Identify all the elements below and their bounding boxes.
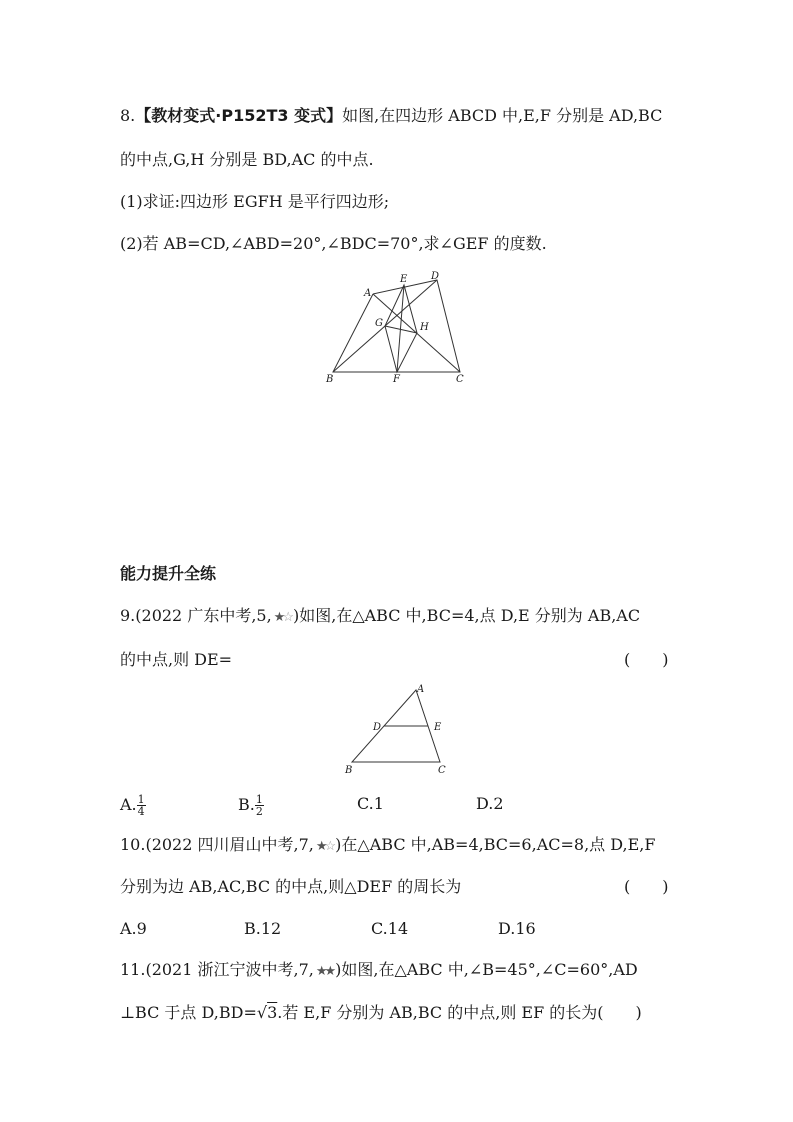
q10-option-a: A.9 (120, 919, 147, 938)
q8-line1 (120, 106, 662, 126)
q9-line1 (120, 606, 640, 628)
q8-label-f: F (393, 374, 400, 385)
q8-figure-lines (333, 280, 460, 372)
q9-line2: 的中点,则 DE= (120, 650, 233, 669)
q8-line2: 的中点,G,H 分别是 BD,AC 的中点. (120, 150, 374, 169)
q9-option-c: C.1 (357, 794, 384, 813)
q8-label-g: G (375, 318, 383, 329)
q10-line1 (120, 835, 655, 857)
q8-label-b: B (326, 374, 334, 385)
q11-text-line2-post: .若 E,F 分别为 AB,BC 的中点,则 EF 的长为( ) (277, 1003, 642, 1022)
q11-text-line2-pre: ⊥BC 于点 D,BD=√ (120, 1003, 268, 1022)
q9-label-c: C (438, 765, 446, 776)
q10-option-c: C.14 (371, 919, 409, 938)
q8-figure (320, 266, 480, 386)
q8-label-d: D (431, 271, 440, 282)
q11-text-line1: )如图,在△ABC 中,∠B=45°,∠C=60°,AD (335, 960, 638, 979)
q10-source: 10.(2022 四川眉山中考,7, (120, 835, 314, 854)
q9-text-line1: )如图,在△ABC 中,BC=4,点 D,E 分别为 AB,AC (292, 606, 641, 625)
q8-number: 8. (120, 106, 136, 125)
q9-option-a: A. $\frac{1}{4}$ (120, 793, 145, 818)
q9-label-e: E (434, 722, 442, 733)
q9-figure (340, 682, 455, 777)
q8-label-e: E (400, 274, 408, 285)
q8-tag: 【教材变式·P152T3 变式】 (135, 106, 343, 125)
q11-line2 (120, 1003, 642, 1023)
q11-source: 11.(2021 浙江宁波中考,7, (120, 960, 314, 979)
section-title: 能力提升全练 (120, 564, 217, 583)
q10-option-b: B.12 (244, 919, 282, 938)
q11-line1 (120, 960, 638, 982)
q9-option-d: D.2 (476, 794, 504, 813)
q10-answer-paren: ( ) (624, 877, 669, 896)
q8-part2: (2)若 AB=CD,∠ABD=20°,∠BDC=70°,求∠GEF 的度数. (120, 234, 547, 253)
star-rating-icon: ★★ (315, 964, 334, 979)
q8-part1: (1)求证:四边形 EGFH 是平行四边形; (120, 192, 390, 211)
star-rating-icon: ★☆ (273, 610, 291, 625)
q9-option-b: B. $\frac{1}{2}$ (238, 793, 263, 818)
q10-text-line1: )在△ABC 中,AB=4,BC=6,AC=8,点 D,E,F (335, 835, 656, 854)
q11-radicand: 3 (267, 1003, 278, 1022)
q9-label-b: B (345, 765, 353, 776)
q9-figure-lines (352, 690, 440, 762)
q8-label-c: C (456, 374, 464, 385)
q8-label-h: H (420, 322, 429, 333)
q9-source: 9.(2022 广东中考,5, (120, 606, 272, 625)
q9-answer-paren: ( ) (624, 650, 669, 669)
q10-line2: 分别为边 AB,AC,BC 的中点,则△DEF 的周长为 (120, 877, 462, 896)
q9-label-d: D (373, 722, 382, 733)
q10-option-d: D.16 (498, 919, 536, 938)
q8-label-a: A (364, 288, 372, 299)
star-rating-icon: ★☆ (315, 839, 334, 854)
q9-label-a: A (417, 684, 425, 695)
q8-text-line1: 如图,在四边形 ABCD 中,E,F 分别是 AD,BC (342, 106, 663, 125)
